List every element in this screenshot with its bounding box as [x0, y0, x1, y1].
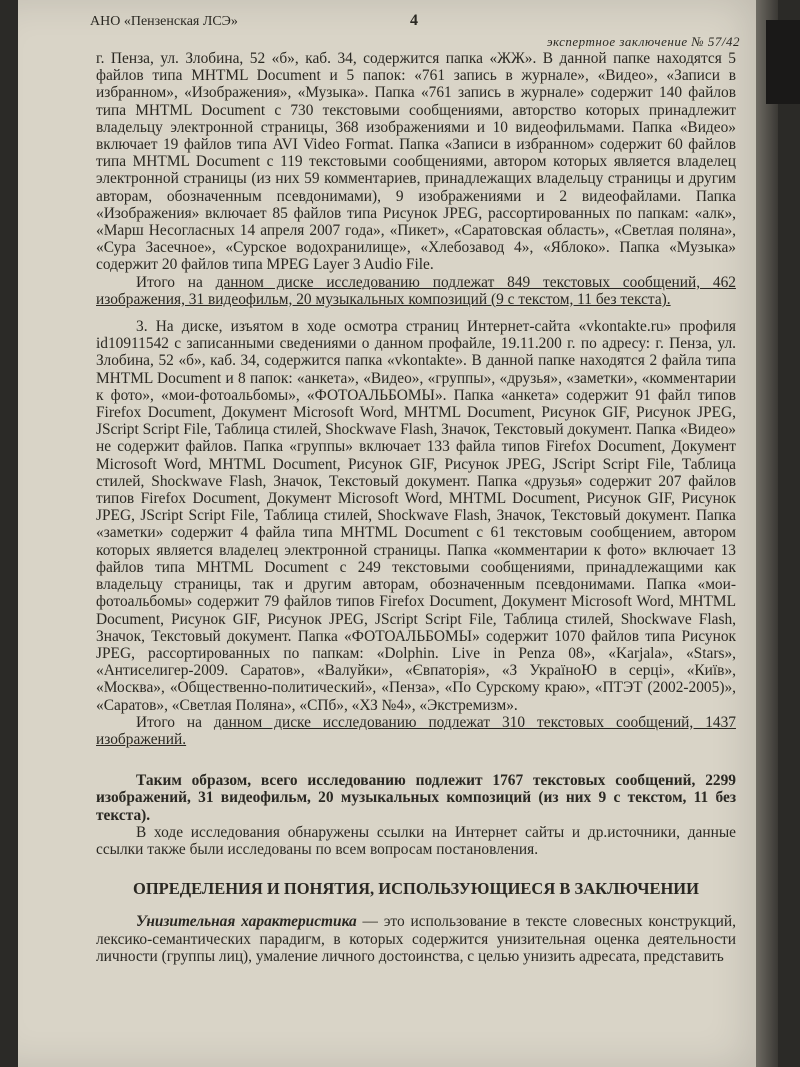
paragraph-vkontakte-disk: 3. На диске, изъятом в ходе осмотра страниц Интернет-сайта «vkontakte.ru» профиля id10911542 с записанными сведениями о данном профайле, 19.11.200 г. по адресу: г. Пенза, ул. Злобина, 52 «б», каб. 34, содержится папка «vkontakte». В данной папке находятся 2 файла типа MHTML Document и 8 папок: «анкета», «Видео», «группы», «друзья», «заметки», «комментарии к фото», «мои-фотоальбомы», «ФОТОАЛЬБОМЫ». Папка «анкета» содержит 91 файл типов Firefox Document, Документ Microsoft Word, MHTML Document, Рисунок GIF, Рисунок JPEG, JScript Script File, Таблица стилей, Shockwave Flash, Значок, Текстовый документ. Папка «Видео» не содержит файлов. Папка «группы» включает 133 файла типов Firefox Document, Документ Microsoft Word, MHTML Document, Рисунок GIF, Рисунок JPEG, JScript Script File, Таблица стилей, Shockwave Flash, Значок, Текстовый документ. Папка «друзья» содержит 207 файлов типов Firefox Document, Документ Microsoft Word, MHTML Document, Рисунок GIF, Рисунок JPEG, JScript Script File, Таблица стилей, Shockwave Flash, Значок, Текстовый документ. Папка «заметки» содержит 4 файла типа MHTML Document с 61 текстовым сообщением, автором которых является владелец электронной страницы. Папка «комментарии к фото» включает 13 файлов типа MHTML Document с 249 текстовыми сообщениями, принадлежащими как владельцу страницы, так и другим авторам, обозначенным псевдонимами. Папка «мои-фотоальбомы» содержит 79 файлов типов Firefox Document, Документ Microsoft Word, MHTML Document, Рисунок GIF, Рисунок JPEG, JScript Script File, Таблица стилей, Shockwave Flash, Значок, Текстовый документ. Папка «ФОТОАЛЬБОМЫ» содержит 1070 файлов типа Рисунок JPEG, рассортированных по папкам: «Dolphin. Live in Penza 08», «Karjala», «Stars», «Антиселигер-2009. Саратов», «Валуйки», «Євпаторія», «З УкраїноЮ в серці», «Київ», «Москва», «Общественно-политический», «Пенза», «По Сурскому краю», «ПТЭТ (2002-2005)», «Саратов», «Светлая Поляна», «СПб», «ХЗ №4», «Экстремизм».	[96, 318, 736, 714]
total-lead-2: Итого на	[136, 713, 214, 731]
page-number: 4	[410, 12, 418, 29]
definition-text: — это использование в тексте словесных конструкций, лексико-семантических парадигм, в которых содержится унизительная оценка деятельности личности (группы лиц), умаление личного достоинства, с целью унизить адресата, представить	[96, 913, 736, 965]
document-page	[18, 0, 778, 1067]
definition-term: Унизительная характеристика	[136, 913, 357, 931]
paragraph-definition	[96, 913, 736, 965]
header-organization: АНО «Пензенская ЛСЭ»	[90, 14, 238, 29]
paragraph-links: В ходе исследования обнаружены ссылки на Интернет сайты и др.источники, данные ссылки также были исследованы по всем вопросам постановления.	[96, 823, 736, 858]
header-document-reference: экспертное заключение № 57/42	[546, 34, 740, 49]
paragraph-summary: Таким образом, всего исследованию подлежит 1767 текстовых сообщений, 2299 изображений, 31 видеофильм, 20 музыкальных композиций (из них 9 с текстом, 11 без текста).	[96, 772, 736, 824]
paragraph-zhzh-folder: г. Пенза, ул. Злобина, 52 «б», каб. 34, содержится папка «ЖЖ». В данной папке находятся 5 файлов типа MHTML Document и 5 папок: «761 запись в журнале», «Видео», «Записи в избранном», «Изображения», «Музыка». Папка «761 запись в журнале» содержит 140 файлов типа MHTML Document с 730 текстовыми сообщениями, авторство которых принадлежит владельцу электронной страницы, 368 изображениями и 10 видеофильмами. Папка «Видео» включает 19 файлов типа AVI Video Format. Папка «Записи в избранном» содержит 60 файлов типа MHTML Document с 119 текстовыми сообщениями, автором которых является владелец электронной страницы (из них 59 комментариев, принадлежащих владельцу страницы и другим авторам, обозначенным псевдонимами), 9 изображениями и 2 видеофайлами. Папка «Изображения» включает 85 файлов типа Рисунок JPEG, рассортированных по папкам: «алк», «Марш Несогласных 14 апреля 2007 года», «Пикет», «Саратовская область», «Светлая поляна», «Сура Засечное», «Сурское водохранилище», «Хлебозавод 4», «Яблоко». Папка «Музыка» содержит 20 файлов типа MPEG Layer 3 Audio File.	[96, 50, 736, 274]
total-underlined-1: данном диске исследованию подлежат 849 текстовых сообщений, 462 изображения, 31 видеофильм, 20 музыкальных композиций (9 с текстом, 11 без текста).	[96, 273, 736, 308]
page-edge-shadow	[756, 0, 778, 1067]
total-lead-1: Итого на	[136, 273, 216, 291]
paragraph-total-disk-1	[96, 274, 736, 308]
page-header	[80, 8, 740, 48]
total-underlined-2: данном диске исследованию подлежат 310 текстовых сообщений, 1437 изображений.	[96, 713, 736, 748]
section-heading: ОПРЕДЕЛЕНИЯ И ПОНЯТИЯ, ИСПОЛЬЗУЮЩИЕСЯ В ЗАКЛЮЧЕНИИ	[133, 879, 699, 899]
paragraph-total-disk-2	[96, 714, 736, 748]
document-body	[96, 50, 736, 965]
dark-corner-mark	[766, 20, 800, 104]
